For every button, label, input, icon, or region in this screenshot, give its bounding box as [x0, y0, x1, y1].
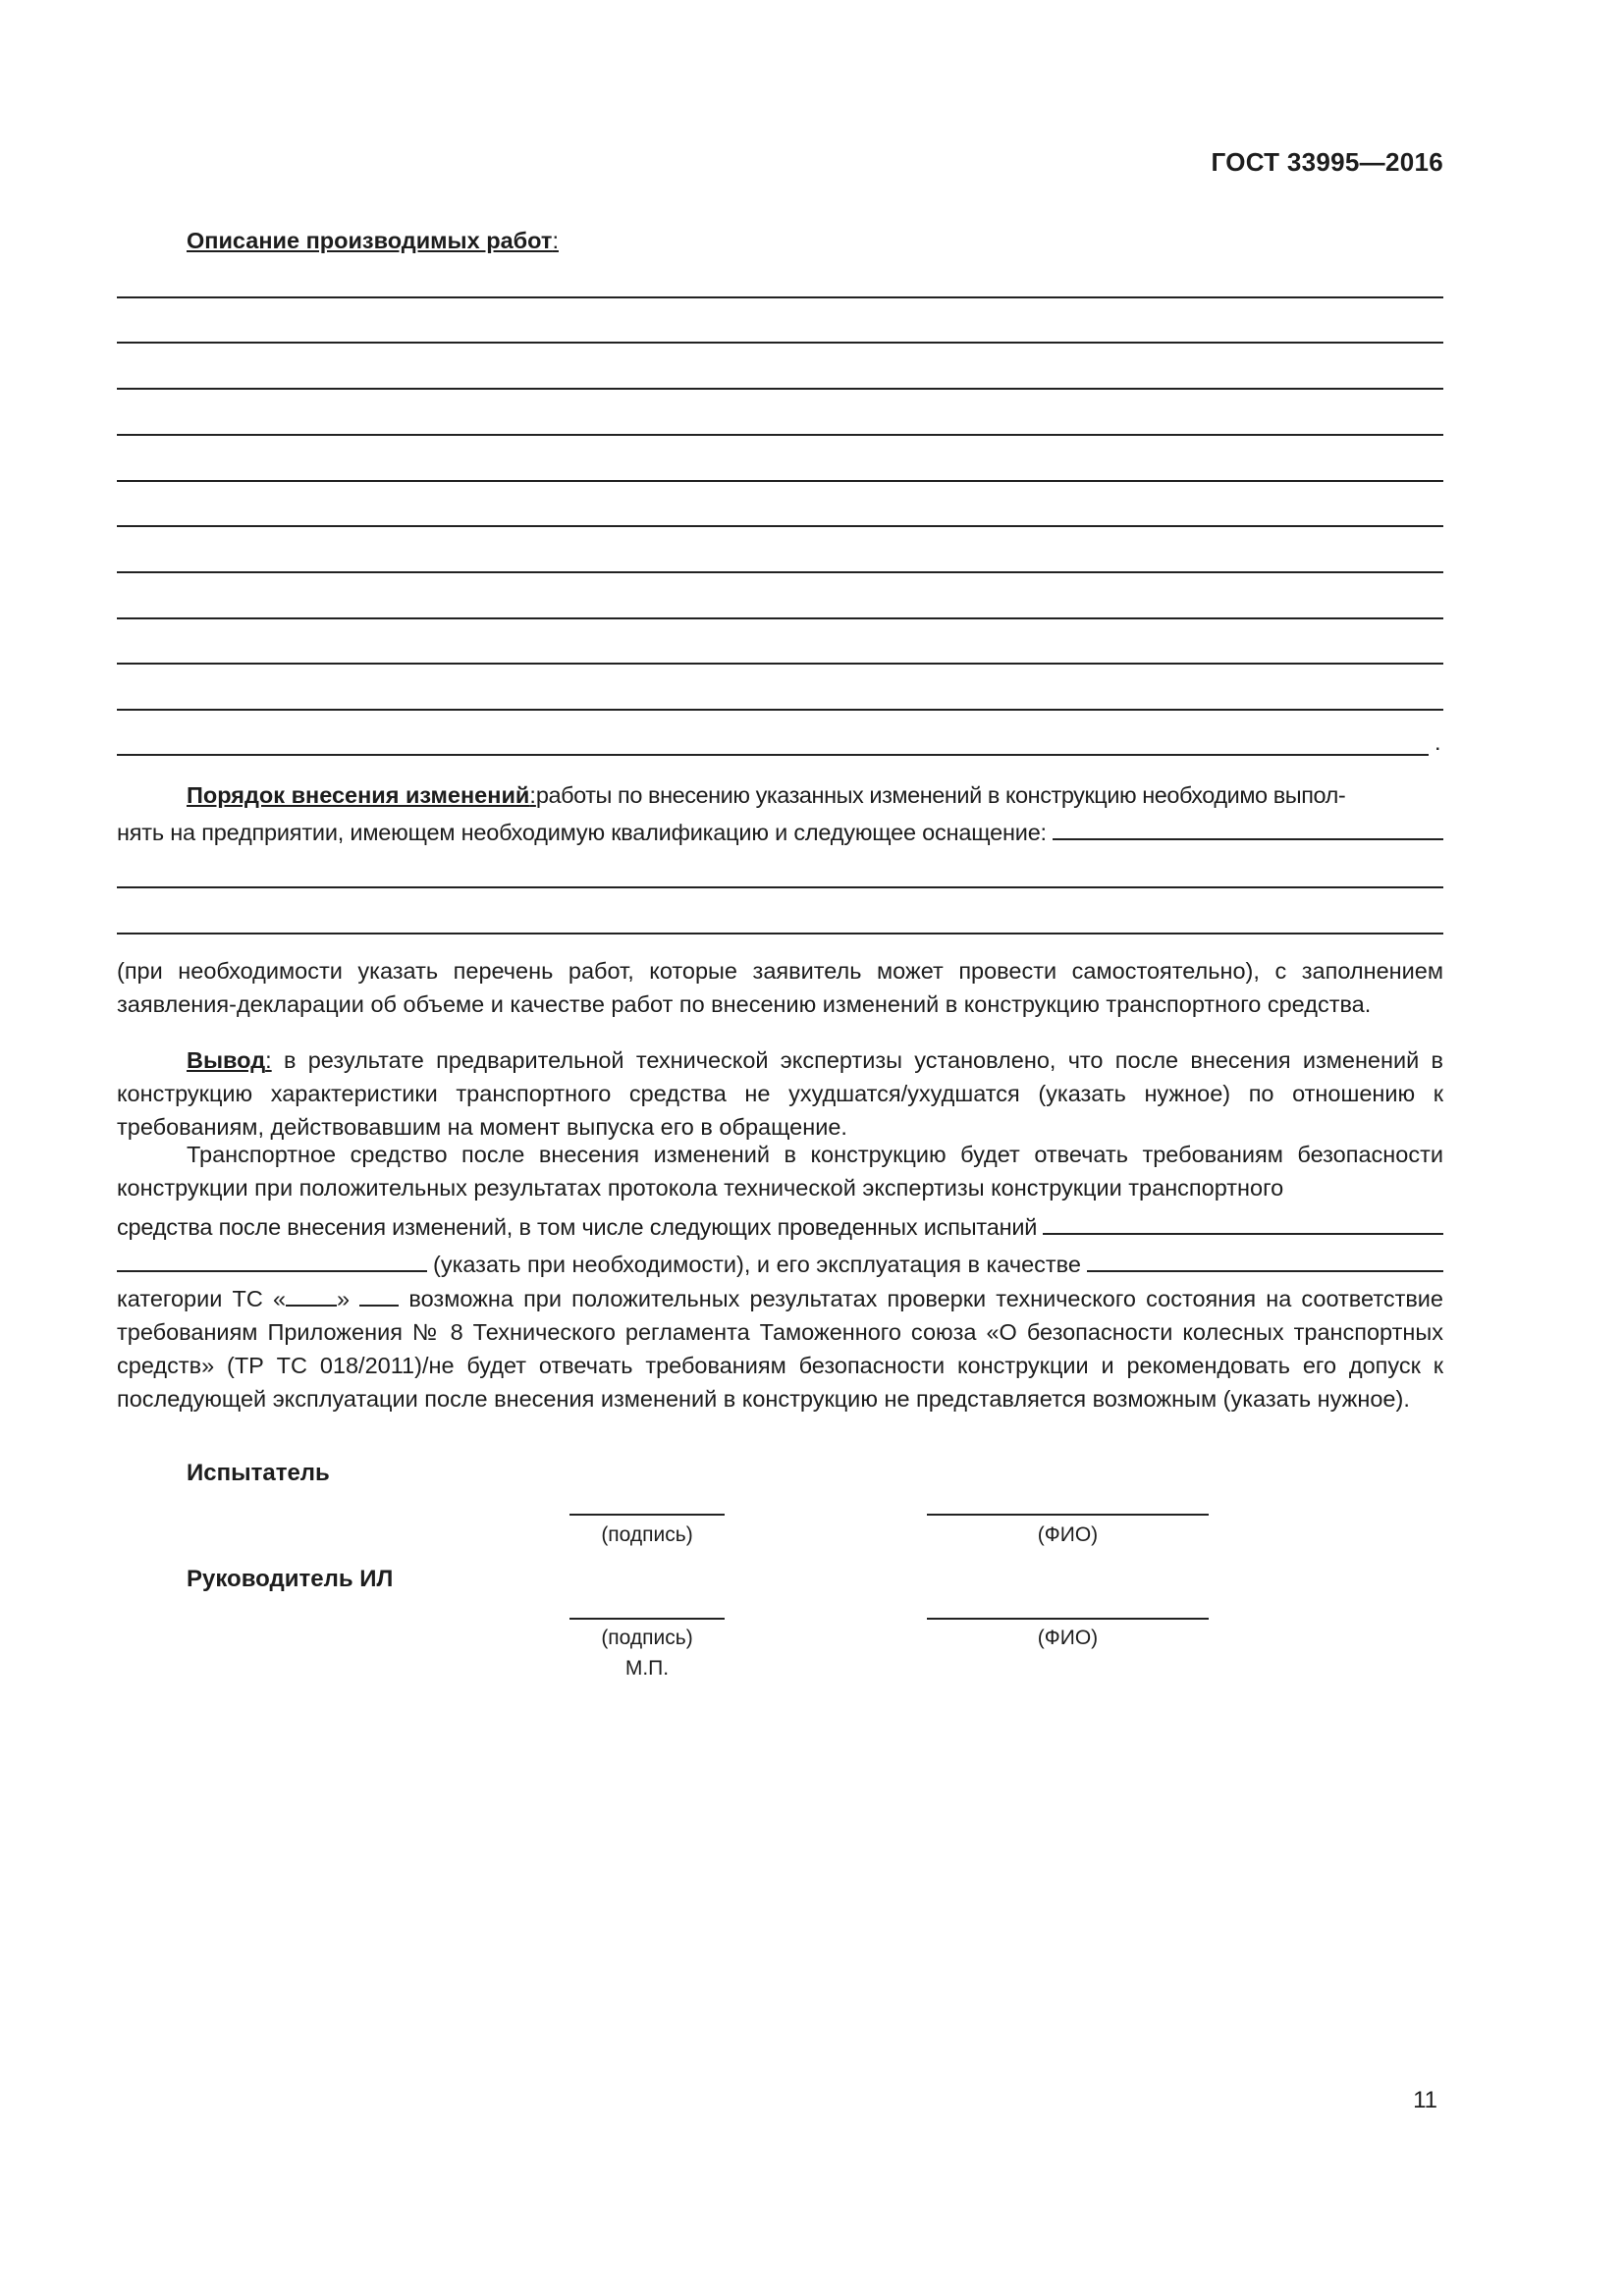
conclusion-paragraph: [117, 1043, 1443, 1144]
equipment-line-3: [117, 933, 1443, 934]
procedure-text-line1: работы по внесению указанных изменений в конструкцию необходимо выпол-: [535, 782, 1346, 808]
procedure-line-1: [117, 775, 1443, 809]
description-end-period: .: [1435, 729, 1441, 755]
description-line-9: [117, 663, 1443, 665]
conclusion-text: в результате предварительной технической экспертизы установлено, что после внесения изменений в конструкцию характеристики транспортного средства не ухудшатся/ухудшатся (указать нужное) по отношению к требованиям, действовавшим на момент выпуска его в обращение.: [117, 1047, 1443, 1140]
conclusion-cat-suffix: »: [337, 1286, 351, 1311]
description-line-8: [117, 617, 1443, 619]
conclusion-cat-prefix: категории ТС «: [117, 1286, 287, 1311]
procedure-title: Порядок внесения изменений: [187, 782, 530, 808]
description-line-11: [117, 754, 1429, 756]
conclusion-title-colon: :: [265, 1047, 272, 1073]
tests-blank-continued: [117, 1247, 427, 1272]
conclusion-para2-rest: возможна при положительных результатах проверки технического состояния на соответствие требованиям Приложения № 8 Технического регламента Таможенного союза «О безопасности колесных транспортных средств» (ТР ТС 018/2011)/не будет отвечать требованиям безопасности конструкции и рекомендовать его допуск к последующей эксплуатации после внесения изменений в конструкцию не представляется возможным (указать нужное).: [117, 1286, 1444, 1412]
head-signature-caption: (подпись): [601, 1627, 693, 1649]
page-number: 11: [1413, 2087, 1437, 2113]
conclusion-para2-line4: (указать при необходимости), и его эксплуатация в качестве: [433, 1252, 1081, 1277]
head-signature-line: [569, 1618, 725, 1620]
description-heading: [187, 228, 559, 254]
tester-signature-caption: (подпись): [601, 1523, 693, 1546]
category-extra-blank: [359, 1281, 399, 1307]
conclusion-paragraph-2-rest: [117, 1281, 1443, 1415]
tester-name-line: [927, 1514, 1209, 1516]
tests-blank: [1043, 1207, 1443, 1235]
equipment-line-2: [117, 886, 1443, 888]
description-line-3: [117, 388, 1443, 390]
procedure-text-line2: нять на предприятии, имеющем необходимую квалификацию и следующее оснащение:: [117, 820, 1047, 845]
procedure-title-colon: :: [529, 782, 536, 808]
description-line-5: [117, 480, 1443, 482]
head-name-line: [927, 1618, 1209, 1620]
description-line-2: [117, 342, 1443, 344]
procedure-line-2: [117, 813, 1443, 846]
description-title-colon: :: [552, 228, 559, 253]
tester-signature-line: [569, 1514, 725, 1516]
tester-label: Испытатель: [187, 1460, 330, 1486]
description-line-1: [117, 296, 1443, 298]
category-blank: [286, 1281, 337, 1307]
head-label: Руководитель ИЛ: [187, 1566, 394, 1592]
stamp-label: М.П.: [624, 1657, 670, 1680]
conclusion-line-3: [117, 1207, 1443, 1241]
description-line-6: [117, 525, 1443, 527]
procedure-note: (при необходимости указать перечень работ, которые заявитель может провести самостоятельно), с заполнением заявления-декларации об объеме и качестве работ по внесению изменений в конструкцию транспортного средства.: [117, 958, 1443, 1017]
head-name-caption: (ФИО): [1037, 1627, 1099, 1649]
description-line-7: [117, 571, 1443, 573]
conclusion-line-4: [117, 1245, 1443, 1278]
equipment-blank: [1053, 813, 1443, 840]
description-title: Описание производимых работ: [187, 228, 553, 253]
conclusion-para2-lines12: Транспортное средство после внесения изменений в конструкцию будет отвечать требованиям безопасности конструкции при положительных результатах протокола технической экспертизы конструкции транспортного: [117, 1142, 1443, 1201]
usage-as-blank: [1087, 1245, 1443, 1272]
conclusion-title: Вывод: [187, 1047, 266, 1073]
conclusion-paragraph-2: [117, 1138, 1443, 1204]
conclusion-para2-line3: средства после внесения изменений, в том числе следующих проведенных испытаний: [117, 1214, 1038, 1240]
description-line-4: [117, 434, 1443, 436]
description-line-10: [117, 709, 1443, 711]
tester-name-caption: (ФИО): [1037, 1523, 1099, 1546]
document-standard-number: ГОСТ 33995—2016: [1211, 147, 1443, 177]
